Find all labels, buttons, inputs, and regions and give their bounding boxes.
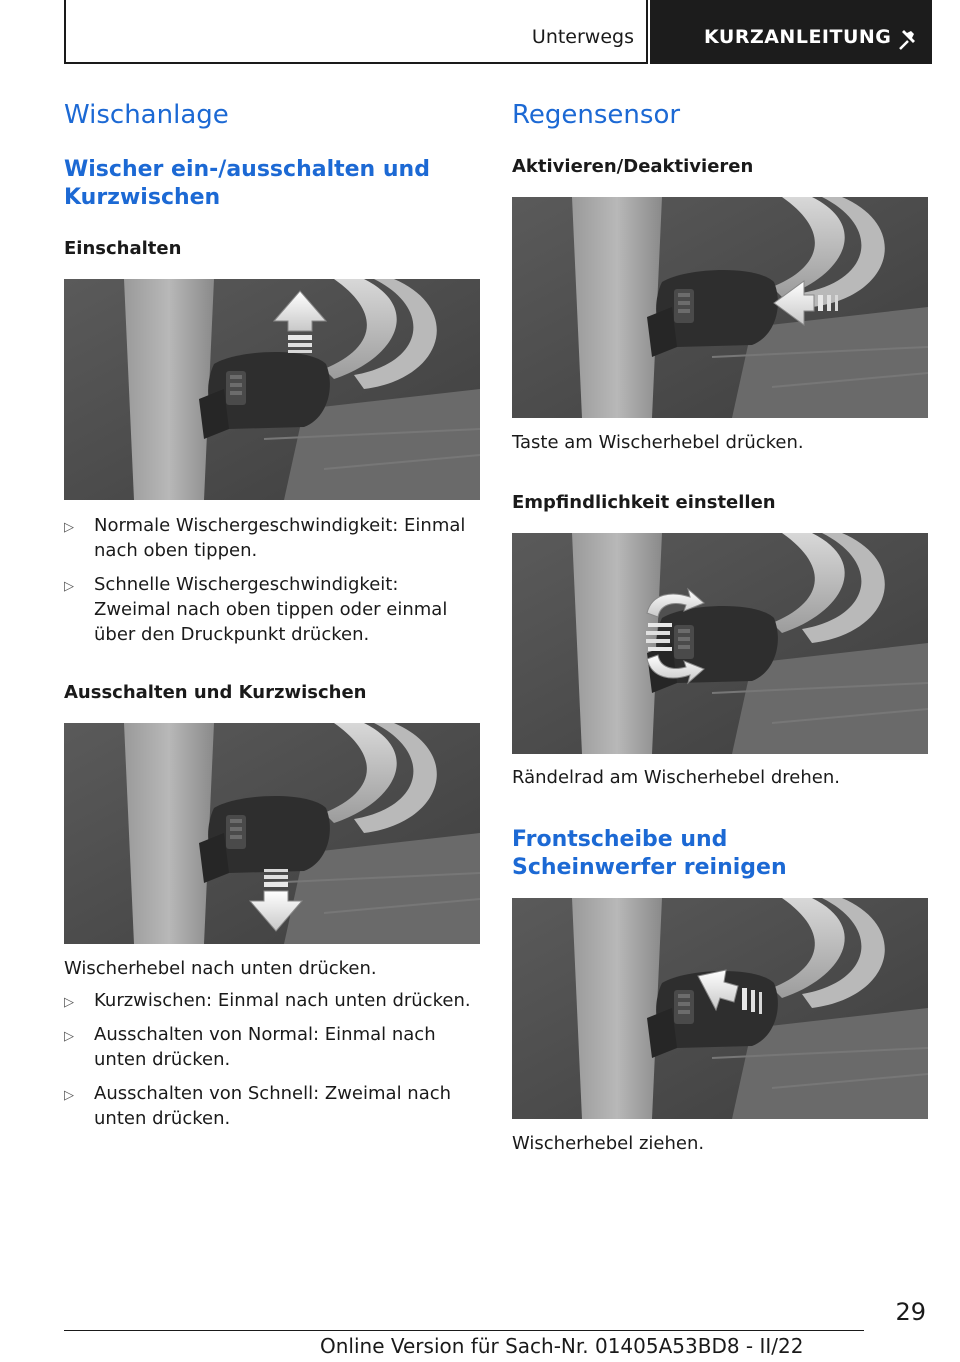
- bullet-marker-icon: ▷: [64, 995, 74, 1010]
- heading-aktivieren: Aktivieren/Deaktivieren: [512, 156, 754, 177]
- pin-icon: [896, 29, 920, 53]
- list-item: ▷ Schnelle Wischergeschwindigkeit: Zweimal nach oben tippen oder einmal über den Druckpunkt drücken.: [64, 574, 448, 645]
- caption-aktivieren: Taste am Wischerhebel drücken.: [512, 432, 804, 453]
- heading-ausschalten: Ausschalten und Kurzwischen: [64, 682, 367, 703]
- section-title-wischanlage: Wischanlage: [64, 100, 229, 130]
- figure-wiper-button-press: [512, 197, 928, 418]
- bullet-marker-icon: ▷: [64, 1088, 74, 1103]
- list-item: ▷ Kurzwischen: Einmal nach unten drücken.: [64, 988, 480, 1013]
- heading-empfindlichkeit: Empfindlichkeit einstellen: [512, 492, 776, 513]
- figure-wiper-thumbwheel: [512, 533, 928, 754]
- bullet-marker-icon: ▷: [64, 1029, 74, 1044]
- footer-text: Online Version für Sach-Nr. 01405A53BD8 - II/22: [320, 1334, 804, 1358]
- footer-rule: [64, 1330, 864, 1331]
- caption-ausschalten: Wischerhebel nach unten drücken.: [64, 958, 377, 979]
- bullet-marker-icon: ▷: [64, 579, 74, 594]
- list-item: ▷ Ausschalten von Schnell: Zweimal nach unten drücken.: [64, 1083, 452, 1129]
- list-item: ▷ Normale Wischergeschwindigkeit: Einmal nach oben tippen.: [64, 515, 466, 561]
- caption-empfindlichkeit: Rändelrad am Wischerhebel drehen.: [512, 767, 840, 788]
- section-title-regensensor: Regensensor: [512, 100, 681, 130]
- header-chapter-tab[interactable]: [650, 0, 932, 64]
- header-chapter-label: KURZANLEITUNG: [704, 26, 892, 48]
- header-section-box: [64, 0, 648, 64]
- list-item: ▷ Ausschalten von Normal: Einmal nach unten drücken.: [64, 1024, 436, 1070]
- bullet-marker-icon: ▷: [64, 520, 74, 535]
- subsection-title-wischer: Wischer ein-/ausschalten und Kurzwischen: [64, 157, 430, 210]
- figure-wiper-lever-pull: [512, 898, 928, 1119]
- figure-wiper-lever-up: [64, 279, 480, 500]
- list-einschalten: [64, 513, 480, 656]
- list-ausschalten: [64, 988, 480, 1140]
- caption-frontscheibe: Wischerhebel ziehen.: [512, 1133, 705, 1154]
- heading-einschalten: Einschalten: [64, 238, 182, 259]
- page-number: 29: [895, 1298, 926, 1326]
- subsection-title-frontscheibe: Frontscheibe und Scheinwerfer reinigen: [512, 827, 787, 880]
- figure-wiper-lever-down: [64, 723, 480, 944]
- header-section-label: Unterwegs: [531, 26, 634, 48]
